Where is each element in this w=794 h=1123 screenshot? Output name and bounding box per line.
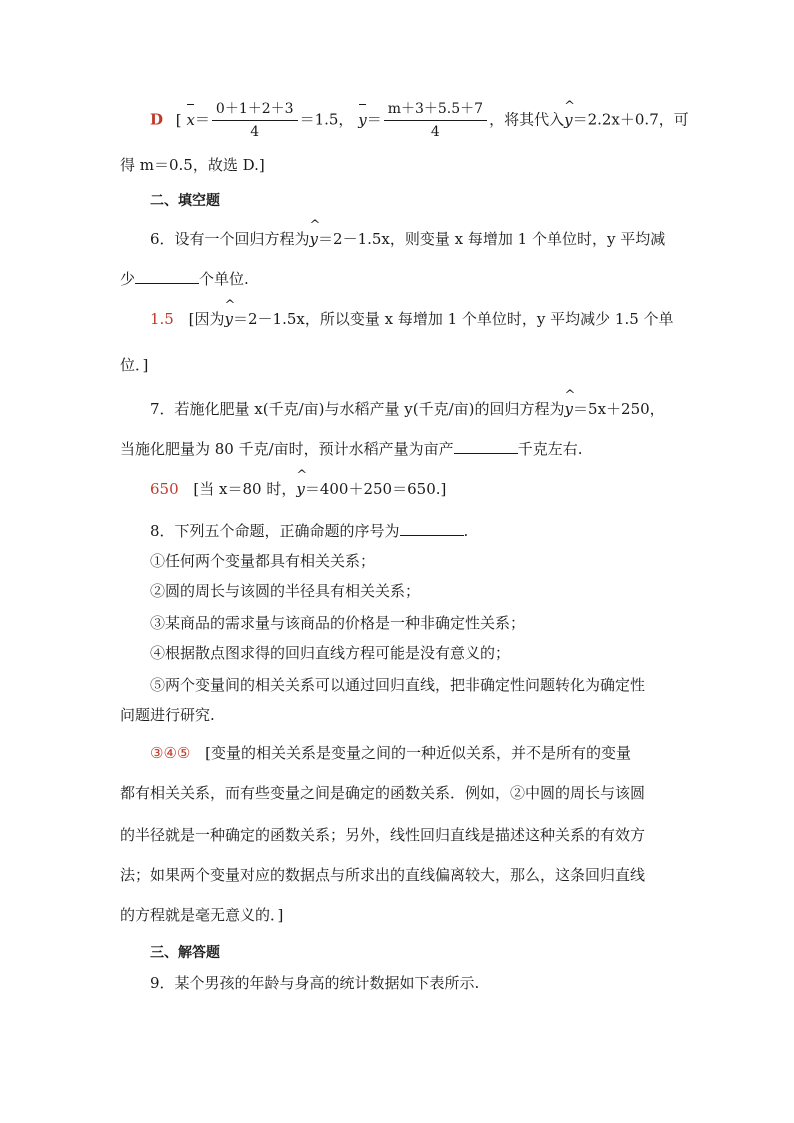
- q8-solution-line2: 都有相关关系，而有些变量之间是确定的函数关系．例如，②中圆的周长与该圆: [120, 784, 646, 802]
- q6-solution-line1: [150, 308, 674, 330]
- q5-solution-line2: 得 m＝0.5，故选 D.]: [120, 156, 265, 174]
- q8-answer-blank[interactable]: [400, 535, 464, 536]
- q8-solution-line1: [150, 742, 631, 764]
- q7-answer-blank[interactable]: [454, 453, 518, 454]
- y-hat: ^ y: [310, 228, 318, 250]
- xbar-denominator: 4: [250, 124, 260, 140]
- q8-item-1: ①任何两个变量都具有相关关系；: [150, 552, 376, 570]
- xbar-value: ＝1.5，: [299, 110, 354, 129]
- q8-solution-line5: 的方程就是毫无意义的．]: [120, 906, 284, 924]
- q8-item-5-cont: 问题进行研究.: [120, 706, 215, 724]
- q6-line2: [120, 268, 249, 290]
- y-hat: ^ y: [296, 478, 304, 500]
- q7-exp-b: ＝400＋250＝650.]: [304, 480, 447, 498]
- xbar-numerator: 0＋1＋2＋3: [212, 100, 298, 121]
- section-title-answer: 三、解答题: [150, 945, 220, 961]
- y-bar: y: [358, 103, 366, 137]
- q7-text-d: 千克左右.: [517, 440, 583, 458]
- y-hat: ^ y: [225, 308, 233, 330]
- regression-rhs: ＝2.2x＋0.7，可: [572, 110, 689, 129]
- substitute-text: ，将其代入: [489, 110, 565, 129]
- ybar-denominator: 4: [430, 124, 440, 140]
- q5-answer: D: [150, 110, 164, 129]
- y-hat: ^ y: [564, 103, 572, 137]
- q8-item-2: ②圆的周长与该圆的半径具有相关关系；: [150, 582, 421, 600]
- q8-text-end: .: [463, 522, 469, 540]
- q8-text: 8．下列五个命题，正确命题的序号为: [150, 522, 400, 540]
- q9-stem: 9．某个男孩的年龄与身高的统计数据如下表所示.: [150, 974, 480, 992]
- bracket: [: [175, 110, 182, 129]
- x-bar: x: [186, 103, 194, 137]
- q6-text-a: 6．设有一个回归方程为: [150, 230, 310, 248]
- ybar-numerator: m＋3＋5.5＋7: [384, 100, 487, 121]
- y-hat: ^ y: [565, 398, 573, 420]
- q8-item-4: ④根据散点图求得的回归直线方程可能是没有意义的；: [150, 644, 511, 662]
- q7-line1: [150, 398, 665, 420]
- xbar-fraction: [212, 100, 298, 141]
- q7-exp-a: [当 x＝80 时，: [193, 480, 297, 498]
- q8-solution-line4: 法；如果两个变量对应的数据点与所求出的直线偏离较大，那么，这条回归直线: [120, 866, 646, 884]
- q6-text-c: 少: [120, 270, 136, 288]
- q7-text-c: 当施化肥量为 80 千克/亩时，预计水稻产量为亩产: [120, 440, 454, 458]
- q6-exp-b: ＝2－1.5x，所以变量 x 每增加 1 个单位时，y 平均减少 1.5 个单: [232, 310, 674, 328]
- q7-text-b: ＝5x＋250，: [573, 400, 665, 418]
- q8-solution-line3: 的半径就是一种确定的函数关系；另外，线性回归直线是描述这种关系的有效方: [120, 826, 646, 844]
- q6-answer: 1.5: [150, 310, 174, 328]
- q6-answer-blank[interactable]: [135, 283, 199, 284]
- q5-solution-line1: D [ x＝ $\frac{0+1+2+3}{4}$ ＝1.5， y＝ $\frac{m+3+5.5+7}{4}$ ，将其代入^ y＝2.2x＋0.7，可: [150, 100, 689, 141]
- q8-answer: ③④⑤: [150, 744, 191, 762]
- section-title-fill-in: 二、填空题: [150, 193, 220, 209]
- q6-line1: [150, 228, 665, 250]
- q7-solution: [150, 478, 446, 500]
- q7-answer: 650: [150, 480, 179, 498]
- ybar-fraction: [384, 100, 487, 141]
- q7-text-a: 7．若施化肥量 x(千克/亩)与水稻产量 y(千克/亩)的回归方程为: [150, 400, 565, 418]
- q8-item-5: ⑤两个变量间的相关关系可以通过回归直线，把非确定性问题转化为确定性: [150, 676, 646, 694]
- q7-line2: [120, 438, 582, 460]
- q6-text-d: 个单位.: [199, 270, 249, 288]
- q6-solution-line2: 位．]: [120, 356, 149, 374]
- q8-exp-1: [变量的相关关系是变量之间的一种近似关系，并不是所有的变量: [205, 744, 631, 762]
- q8-item-3: ③某商品的需求量与该商品的价格是一种非确定性关系；: [150, 614, 526, 632]
- q6-text-b: ＝2－1.5x，则变量 x 每增加 1 个单位时，y 平均减: [318, 230, 666, 248]
- q8-stem: [150, 520, 468, 542]
- q6-exp-a: [因为: [188, 310, 225, 328]
